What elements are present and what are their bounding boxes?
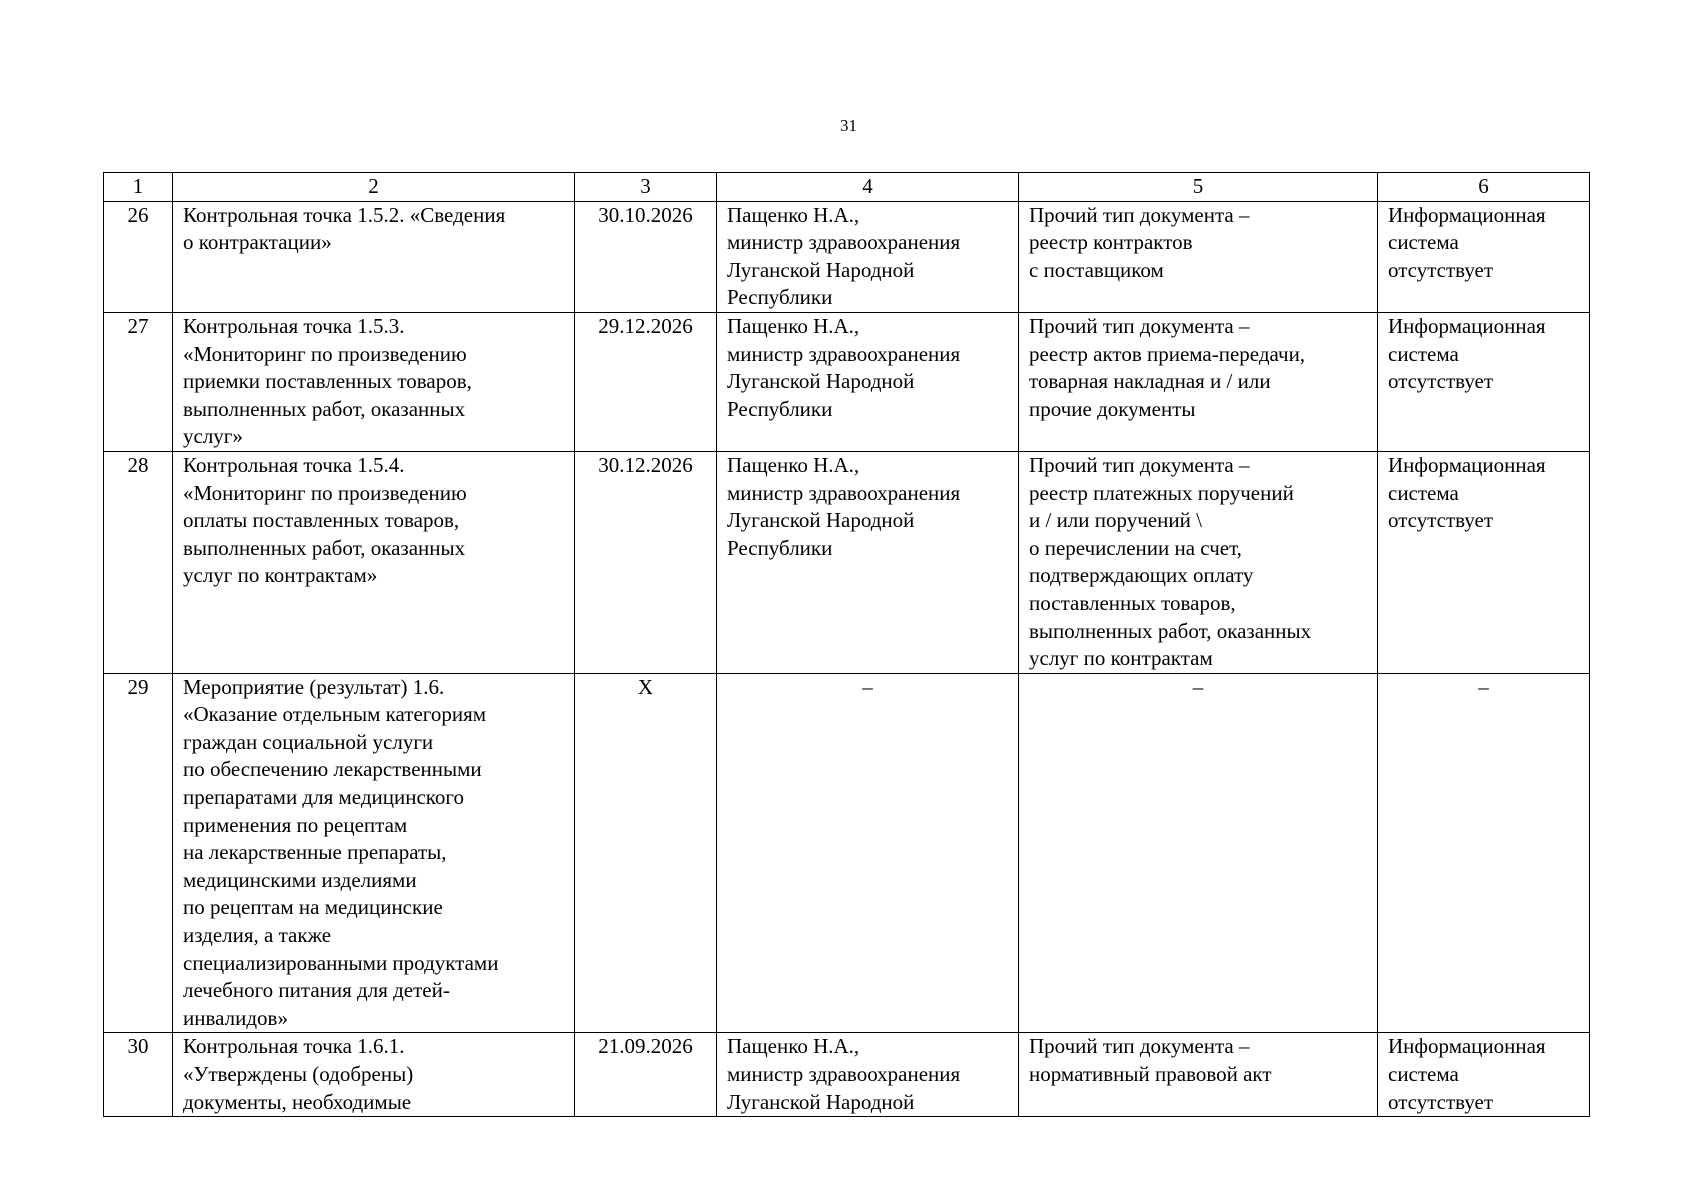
row-name: Контрольная точка 1.5.2. «Сведения о контрактации» bbox=[173, 201, 575, 312]
row-number: 27 bbox=[104, 312, 173, 451]
header-cell: 1 bbox=[104, 173, 173, 202]
table-row bbox=[104, 1033, 1590, 1117]
table-header-row bbox=[104, 173, 1590, 202]
header-cell: 2 bbox=[173, 173, 575, 202]
row-responsible: Пащенко Н.А., министр здравоохранения Луганской Народной Республики bbox=[717, 312, 1019, 451]
row-responsible: – bbox=[717, 673, 1019, 1033]
row-document: Прочий тип документа – реестр платежных поручений и / или поручений \ о перечислении на счет, подтверждающих оплату поставленных товаров, выполненных работ, оказанных услуг по контрактам bbox=[1019, 451, 1378, 673]
row-number: 29 bbox=[104, 673, 173, 1033]
row-document: Прочий тип документа – реестр контрактов с поставщиком bbox=[1019, 201, 1378, 312]
row-number: 30 bbox=[104, 1033, 173, 1117]
row-document: Прочий тип документа – реестр актов приема-передачи, товарная накладная и / или прочие документы bbox=[1019, 312, 1378, 451]
row-system: Информационная система отсутствует bbox=[1378, 1033, 1590, 1117]
header-cell: 3 bbox=[575, 173, 717, 202]
row-name: Мероприятие (результат) 1.6. «Оказание отдельным категориям граждан социальной услуги по обеспечению лекарственными препаратами для медицинского применения по рецептам на лекарственные препараты, медицинскими изделиями по рецептам на медицинские изделия, а также специализированными продуктами лечебного питания для детей- инвалидов» bbox=[173, 673, 575, 1033]
row-system: Информационная система отсутствует bbox=[1378, 201, 1590, 312]
row-number: 26 bbox=[104, 201, 173, 312]
row-responsible: Пащенко Н.А., министр здравоохранения Луганской Народной bbox=[717, 1033, 1019, 1117]
page-number: 31 bbox=[840, 116, 857, 135]
row-date: 30.10.2026 bbox=[575, 201, 717, 312]
plan-table bbox=[103, 172, 1590, 1117]
table-row bbox=[104, 451, 1590, 673]
table-row bbox=[104, 312, 1590, 451]
row-date: 29.12.2026 bbox=[575, 312, 717, 451]
row-system: Информационная система отсутствует bbox=[1378, 312, 1590, 451]
header-cell: 4 bbox=[717, 173, 1019, 202]
row-name: Контрольная точка 1.6.1. «Утверждены (одобрены) документы, необходимые bbox=[173, 1033, 575, 1117]
row-number: 28 bbox=[104, 451, 173, 673]
row-system: – bbox=[1378, 673, 1590, 1033]
row-date: 30.12.2026 bbox=[575, 451, 717, 673]
header-cell: 6 bbox=[1378, 173, 1590, 202]
row-system: Информационная система отсутствует bbox=[1378, 451, 1590, 673]
table-row bbox=[104, 201, 1590, 312]
row-name: Контрольная точка 1.5.3. «Мониторинг по произведению приемки поставленных товаров, выполненных работ, оказанных услуг» bbox=[173, 312, 575, 451]
row-responsible: Пащенко Н.А., министр здравоохранения Луганской Народной Республики bbox=[717, 201, 1019, 312]
row-document: Прочий тип документа – нормативный правовой акт bbox=[1019, 1033, 1378, 1117]
row-responsible: Пащенко Н.А., министр здравоохранения Луганской Народной Республики bbox=[717, 451, 1019, 673]
header-cell: 5 bbox=[1019, 173, 1378, 202]
row-name: Контрольная точка 1.5.4. «Мониторинг по произведению оплаты поставленных товаров, выполненных работ, оказанных услуг по контрактам» bbox=[173, 451, 575, 673]
row-date: X bbox=[575, 673, 717, 1033]
row-document: – bbox=[1019, 673, 1378, 1033]
row-date: 21.09.2026 bbox=[575, 1033, 717, 1117]
table-row bbox=[104, 673, 1590, 1033]
